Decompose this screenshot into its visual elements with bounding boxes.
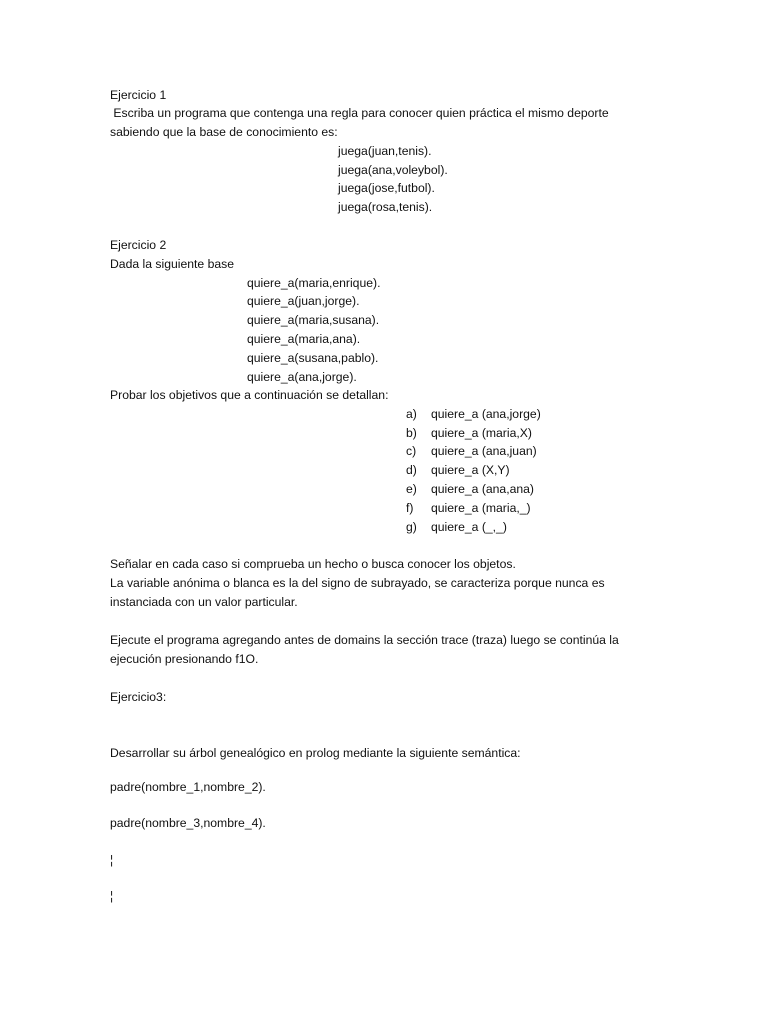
goal-label-e: e) <box>406 482 417 496</box>
exercise-2-intro: Dada la siguiente base <box>110 257 234 271</box>
goal-text-e: quiere_a (ana,ana) <box>431 482 534 496</box>
exercise-1-title: Ejercicio 1 <box>110 88 167 102</box>
goal-text-d: quiere_a (X,Y) <box>431 463 510 477</box>
ellipsis-mark-2: ¦ <box>110 889 114 903</box>
padre-line-1: padre(nombre_1,nombre_2). <box>110 780 266 794</box>
goals-intro: Probar los objetivos que a continuación se detallan: <box>110 388 389 402</box>
goal-label-b: b) <box>406 426 417 440</box>
fact-juega-3: juega(jose,futbol). <box>338 181 435 195</box>
ellipsis-mark-1: ¦ <box>110 853 114 867</box>
goal-text-a: quiere_a (ana,jorge) <box>431 407 541 421</box>
goal-label-c: c) <box>406 444 417 458</box>
goal-text-g: quiere_a (_,_) <box>431 520 507 534</box>
fact-juega-1: juega(juan,tenis). <box>338 144 432 158</box>
fact-quiere-3: quiere_a(maria,susana). <box>247 313 380 327</box>
exercise-3-title: Ejercicio3: <box>110 690 167 704</box>
fact-quiere-5: quiere_a(susana,pablo). <box>247 351 379 365</box>
fact-quiere-6: quiere_a(ana,jorge). <box>247 370 357 384</box>
fact-quiere-4: quiere_a(maria,ana). <box>247 332 361 346</box>
exercise-1-intro-line1: Escriba un programa que contenga una regla para conocer quien práctica el mismo deporte <box>110 106 609 120</box>
fact-quiere-2: quiere_a(juan,jorge). <box>247 294 360 308</box>
note-3-line2: ejecución presionando f1O. <box>110 652 259 666</box>
note-2-line1: La variable anónima o blanca es la del signo de subrayado, se caracteriza porque nunca es <box>110 576 605 590</box>
fact-juega-4: juega(rosa,tenis). <box>338 200 433 214</box>
exercise-3-intro: Desarrollar su árbol genealógico en prolog mediante la siguiente semántica: <box>110 746 521 760</box>
goal-text-f: quiere_a (maria,_) <box>431 501 531 515</box>
note-1: Señalar en cada caso si comprueba un hecho o busca conocer los objetos. <box>110 557 516 571</box>
goal-label-g: g) <box>406 520 417 534</box>
exercise-1-intro-line2: sabiendo que la base de conocimiento es: <box>110 125 338 139</box>
note-3-line1: Ejecute el programa agregando antes de domains la sección trace (traza) luego se continúa la <box>110 633 619 647</box>
goal-label-a: a) <box>406 407 417 421</box>
padre-line-2: padre(nombre_3,nombre_4). <box>110 816 266 830</box>
exercise-2-title: Ejercicio 2 <box>110 238 167 252</box>
goal-label-d: d) <box>406 463 417 477</box>
note-2-line2: instanciada con un valor particular. <box>110 595 298 609</box>
fact-quiere-1: quiere_a(maria,enrique). <box>247 276 381 290</box>
goal-text-c: quiere_a (ana,juan) <box>431 444 537 458</box>
fact-juega-2: juega(ana,voleybol). <box>338 163 448 177</box>
goal-text-b: quiere_a (maria,X) <box>431 426 532 440</box>
goal-label-f: f) <box>406 501 414 515</box>
